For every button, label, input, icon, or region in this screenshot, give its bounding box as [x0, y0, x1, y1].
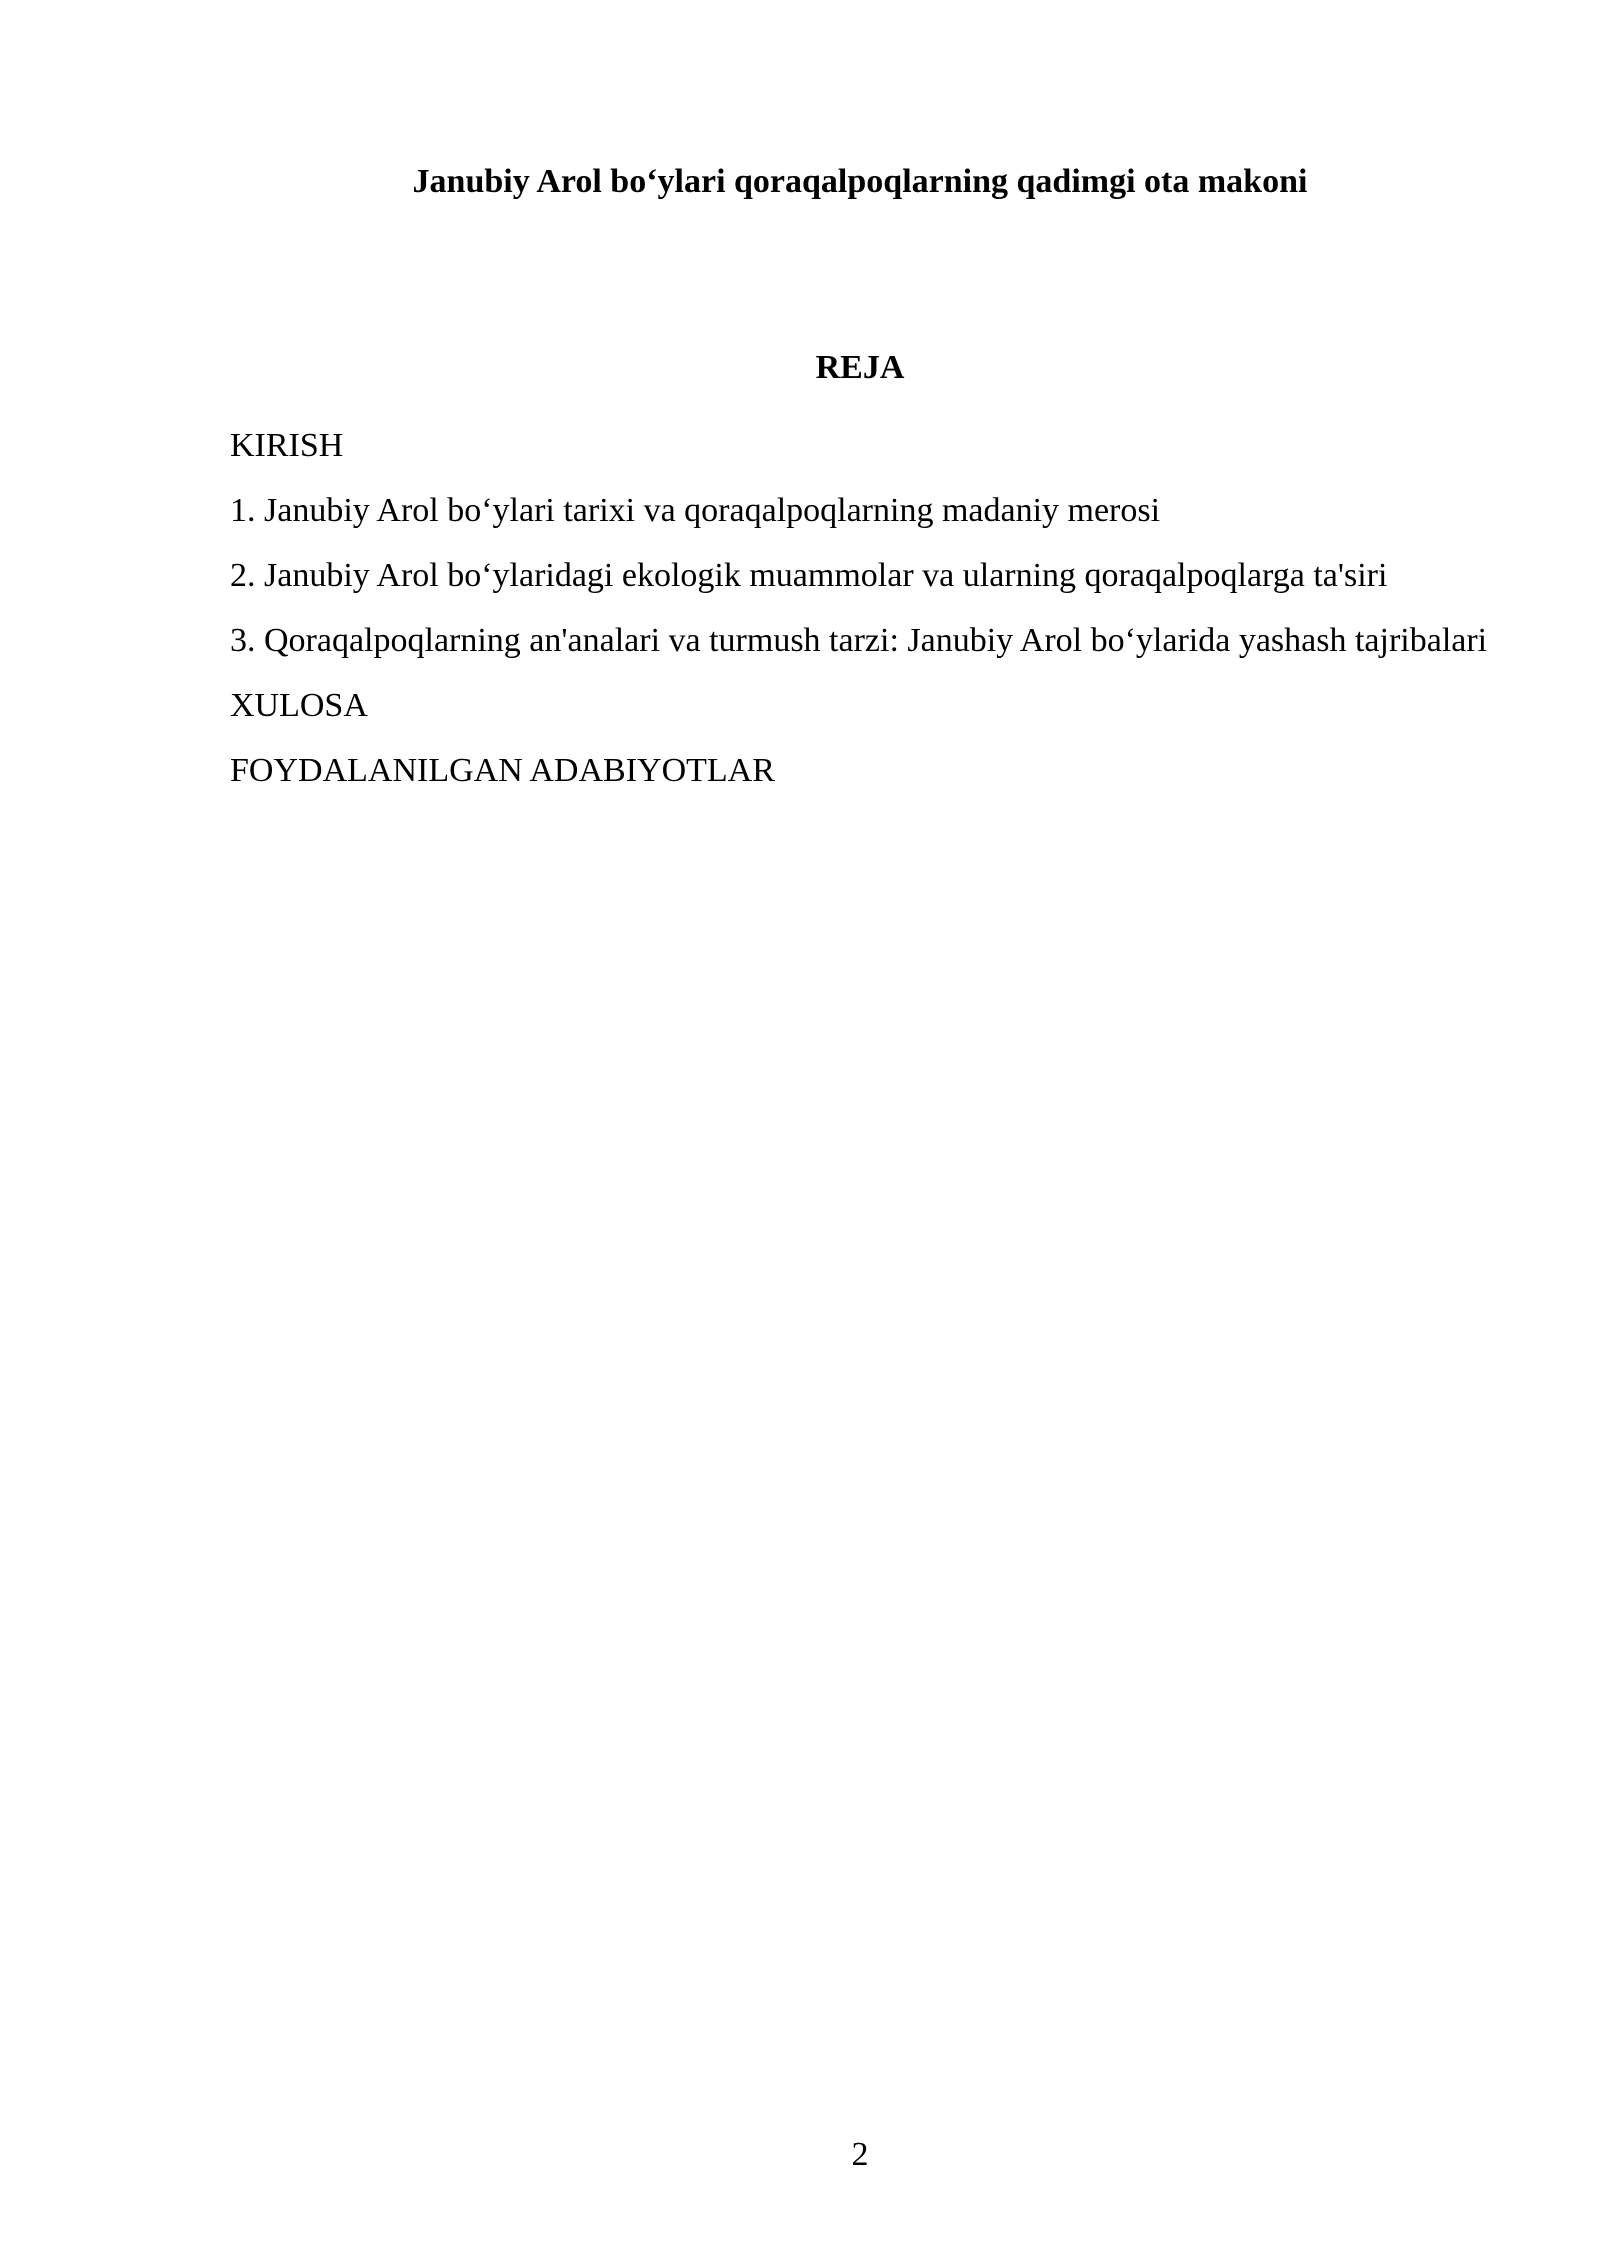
plan-item-conclusion: XULOSA — [230, 687, 368, 724]
plan-item-3: 3. Qoraqalpoqlarning an'analari va turmush tarzi: Janubiy Arol bo‘ylarida yashash tajribalari — [230, 622, 1488, 659]
page-number: 2 — [851, 2136, 869, 2173]
plan-heading: REJA — [815, 349, 905, 386]
plan-list — [230, 418, 1490, 808]
plan-item-introduction: KIRISH — [230, 427, 344, 464]
plan-item-references: FOYDALANILGAN ADABIYOTLAR — [230, 752, 775, 789]
plan-item-2: 2. Janubiy Arol bo‘ylaridagi ekologik muammolar va ularning qoraqalpoqlarga ta'siri — [230, 557, 1388, 594]
document-title: Janubiy Arol bo‘ylari qoraqalpoqlarning qadimgi ota makoni — [412, 163, 1308, 200]
plan-item-1: 1. Janubiy Arol bo‘ylari tarixi va qoraqalpoqlarning madaniy merosi — [230, 492, 1161, 529]
